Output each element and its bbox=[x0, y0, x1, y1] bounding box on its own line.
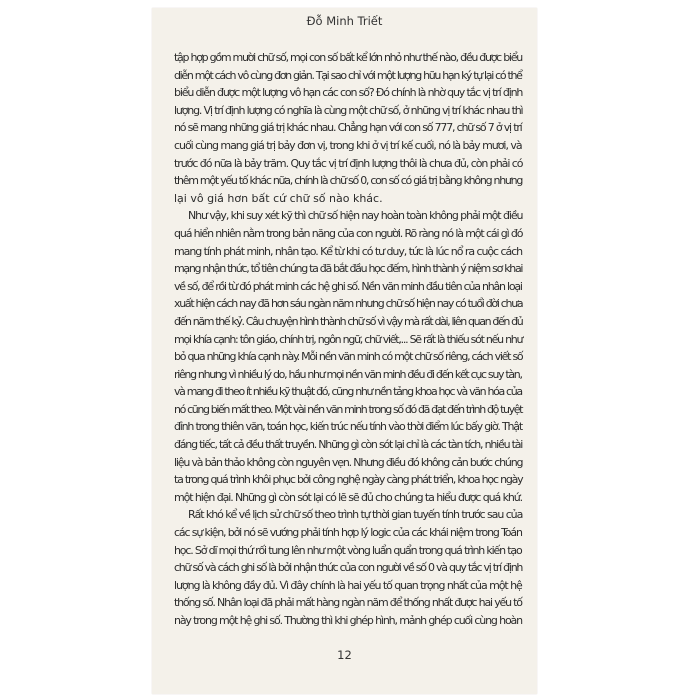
text-line: nó cũng biến mất theo. Một vài nền văn minh trong số đó đã đạt đến trình độ tuyệt bbox=[174, 402, 523, 416]
text-line: nó sẽ mang những giá trị khác nhau. Chẳng hạn với con số 777, chữ số 7 ở vị trí bbox=[174, 121, 522, 135]
text-line: thêm một yếu tố khác nữa, chính là chữ số 0, con số có giá trị bằng không nhưng bbox=[174, 174, 523, 188]
text-line: và mang đi theo ít nhiều kỹ thuật đó, cũng như nền tảng khoa học và văn hóa của bbox=[174, 385, 522, 399]
text-line: xuất hiện cách nay đã hơn sáu ngàn năm nhưng chữ số hiện nay có tuổi đời chưa bbox=[174, 297, 523, 311]
page-number: 12 bbox=[337, 648, 352, 662]
text-line: trước đó nữa là bảy trăm. Quy tắc vị trí định lượng thôi là chưa đủ, còn phải có bbox=[174, 156, 523, 170]
text-line: ta trong quá trình khôi phục bởi công nghệ ngày càng phát triển, khoa học ngày bbox=[174, 473, 523, 487]
text-line: về số, để rồi từ đó phát minh các hệ ghi số. Nền văn minh đầu tiên của nhân loại bbox=[174, 279, 522, 293]
text-line: đỉnh trong thiên văn, toán học, kiến trúc nếu tính vào thời điểm lúc bấy giờ. Thật bbox=[174, 420, 522, 434]
body-text bbox=[174, 49, 522, 630]
text-line: lượng. Vị trí định lượng có nghĩa là cùng một chữ số, ở những vị trí khác nhau thì bbox=[174, 103, 523, 117]
text-line: Như vậy, khi suy xét kỹ thì chữ số hiện nay hoàn toàn không phải một điều bbox=[188, 209, 523, 223]
text-line: chữ số và cách ghi số là bởi nhận thức của con người về số 0 và quy tắc vị trí định bbox=[174, 561, 523, 575]
text-line: quá hiển nhiên nằm trong bản năng của con người. Rõ ràng nó là một cái gì đó bbox=[174, 226, 523, 240]
book-page bbox=[152, 8, 537, 694]
text-line: lại vô giá hơn bất cứ chữ số nào khác. bbox=[174, 191, 383, 205]
text-line: cuối cùng mang giá trị bảy đơn vị, trong khi ở vị trí kế cuối, nó là bảy mươi, và bbox=[174, 138, 522, 152]
text-line: biểu diễn được một lượng vô hạn các con số? Đó chính là nhờ quy tắc vị trí định bbox=[174, 86, 523, 100]
text-line: học. Sở dĩ mọi thứ rối tung lên như một vòng luẩn quẩn trong quá trình kiến tạo bbox=[174, 543, 522, 557]
text-line: đáng tiếc, tất cả đều thất truyền. Những gì còn sót lại chỉ là các tàn tích, nhiều tài bbox=[174, 438, 523, 452]
text-line: lượng là không đầy đủ. Vì đây chính là hai yếu tố quan trọng nhất của một hệ bbox=[174, 578, 522, 592]
text-line: đến năm thế kỷ. Câu chuyện hình thành chữ số vì vậy mà rất dài, liên quan đến đủ bbox=[174, 314, 523, 328]
text-line: này trong một hệ ghi số. Thường thì khi ghép hình, mảnh ghép cuối cùng hoàn bbox=[174, 614, 522, 627]
text-line: các sự kiện, bởi nó sẽ vướng phải tính hợp lý logic của các khái niệm trong Toán bbox=[174, 526, 522, 540]
text-line: riêng nhưng vì nhiều lý do, hầu như mọi nền văn minh đều đi đến kết cục suy tàn, bbox=[174, 367, 522, 381]
text-line: mạng nhận thức, tổ tiên chúng ta đã bắt đầu học đếm, hình thành ý niệm sơ khai bbox=[174, 262, 523, 276]
text-line: tập hợp gồm mười chữ số, mọi con số bất kể lớn nhỏ như thế nào, đều được biểu bbox=[174, 51, 522, 64]
running-header-author: Đỗ Minh Triết bbox=[306, 14, 383, 28]
text-line: bỏ qua những khía cạnh này. Mỗi nền văn minh có một chữ số riêng, cách viết số bbox=[174, 350, 523, 364]
text-line: thống số. Nhân loại đã phải mất hàng ngàn năm để thống nhất được hai yếu tố bbox=[174, 596, 522, 610]
text-line: mang tính phát minh, nhân tạo. Kể từ khi có tư duy, tức là lúc nổ ra cuộc cách bbox=[174, 244, 523, 258]
text-line: một hiện đại. Những gì còn sót lại có lẽ sẽ đủ cho chúng ta hiểu được quá khứ. bbox=[174, 490, 523, 504]
text-line: Rất khó kể về lịch sử chữ số theo trình tự thời gian tuyến tính trước sau của bbox=[188, 508, 523, 522]
text-line: diễn một cách vô cùng đơn giản. Tại sao chỉ với một lượng hữu hạn ký tự lại có thể bbox=[174, 68, 522, 82]
text-line: liệu và bản thảo không còn nguyên vẹn. Nhưng điều đó không cản bước chúng bbox=[174, 455, 523, 469]
text-line: mọi khía cạnh: tôn giáo, chính trị, ngôn ngữ, chữ viết,... Sẽ rất là thiếu sót nếu như bbox=[174, 332, 523, 346]
